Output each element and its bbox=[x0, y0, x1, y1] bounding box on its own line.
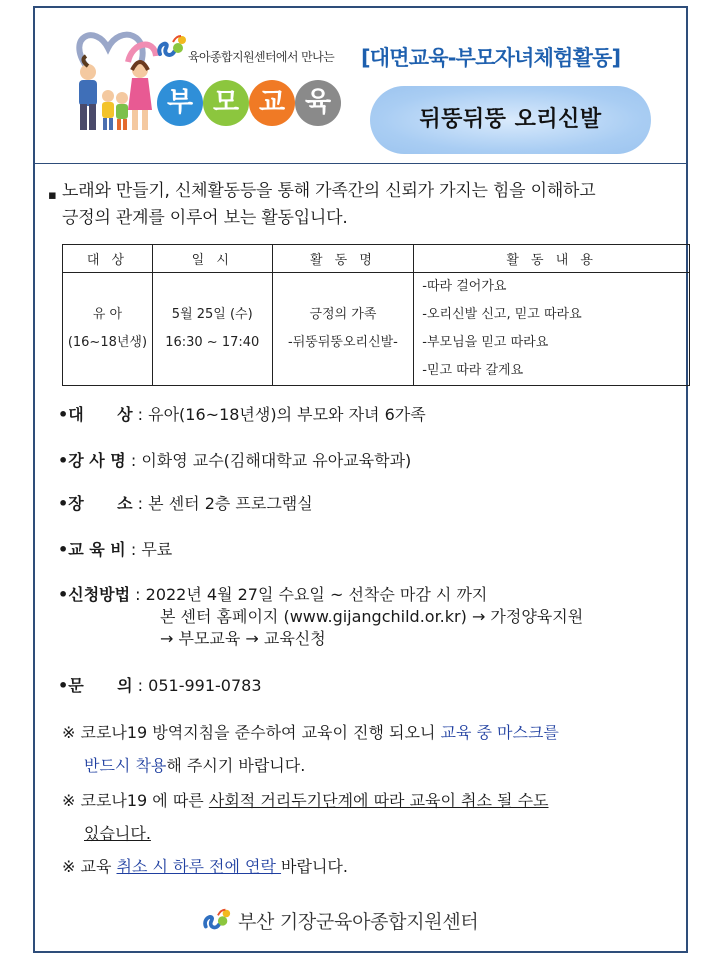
info-place: •장 소 : 본 센터 2층 프로그램실 bbox=[58, 491, 313, 514]
info-label: 강 사 명 bbox=[68, 451, 126, 470]
bullet-square: ▪ bbox=[48, 188, 57, 203]
center-logo-mark-icon bbox=[202, 907, 232, 933]
note-text: 바랍니다. bbox=[281, 857, 348, 876]
activity-name-line: -뒤뚱뒤뚱오리신발- bbox=[288, 335, 398, 350]
note-distancing bbox=[62, 784, 549, 850]
activity-content-line: -오리신발 신고, 믿고 따라요 bbox=[422, 307, 582, 322]
info-label: 장 소 bbox=[68, 494, 133, 513]
info-apply: •신청방법 : 2022년 4월 27일 수요일 ~ 선착순 마감 시 까지 본 센터 홈페이지 (www.gijangchild.or.kr) → 가정양육지원 → 부모교육 → 교육신청 bbox=[58, 582, 487, 652]
note-mask bbox=[62, 716, 559, 782]
table-header-row bbox=[63, 245, 690, 273]
activity-content-line: -따라 걸어가요 bbox=[422, 279, 507, 294]
info-label: 대 상 bbox=[68, 405, 133, 424]
program-type-tag: [대면교육-부모자녀체험활동] bbox=[361, 46, 621, 70]
activity-name-line: 긍정의 가족 bbox=[309, 307, 377, 322]
info-fee: •교 육 비 : 무료 bbox=[58, 537, 172, 560]
table-header-cell: 활 동 명 bbox=[272, 245, 414, 273]
info-value-cont: → 부모교육 → 교육신청 bbox=[160, 629, 326, 648]
program-title: 뒤뚱뒤뚱 오리신발 bbox=[419, 107, 602, 132]
note-highlight: 교육 중 마스크를 bbox=[440, 723, 559, 742]
note-text: ※ 코로나19 에 따른 bbox=[62, 791, 209, 810]
note-underline: 사회적 거리두기단계에 따라 교육이 취소 될 수도 bbox=[208, 791, 549, 810]
info-target: •대 상 : 유아(16~18년생)의 부모와 자녀 6가족 bbox=[58, 402, 426, 425]
note-highlight: 취소 시 하루 전에 연락 bbox=[116, 857, 282, 876]
activity-name-cell bbox=[272, 273, 414, 386]
activity-content-line: -믿고 따라 갈게요 bbox=[422, 363, 524, 378]
info-value: : 2022년 4월 27일 수요일 ~ 선착순 마감 시 까지 bbox=[135, 585, 488, 604]
footer-org-name: 부산 기장군육아종합지원센터 bbox=[238, 911, 479, 933]
target-line: (16~18년생) bbox=[67, 335, 148, 350]
activity-content-cell bbox=[414, 273, 690, 386]
activity-content-line: -부모님을 믿고 따라요 bbox=[422, 335, 549, 350]
schedule-table bbox=[62, 244, 690, 386]
program-title-pill bbox=[370, 86, 651, 154]
brand-circle-2: 모 bbox=[203, 80, 249, 126]
info-label: 신청방법 bbox=[68, 585, 131, 604]
info-label: 교 육 비 bbox=[68, 540, 126, 559]
brand-circle-1: 부 bbox=[157, 80, 203, 126]
table-header-cell: 활 동 내 용 bbox=[414, 245, 690, 273]
info-value: : 이화영 교수(김해대학교 유아교육학과) bbox=[130, 451, 412, 470]
note-text: ※ 교육 bbox=[62, 857, 117, 876]
target-cell bbox=[63, 273, 153, 386]
center-logo-mark-icon bbox=[156, 34, 188, 60]
brand-circle-3: 교 bbox=[249, 80, 295, 126]
datetime-line: 16:30 ~ 17:40 bbox=[165, 335, 260, 350]
note-text: ※ 코로나19 방역지침을 준수하여 교육이 진행 되오니 bbox=[62, 723, 441, 742]
note-text: 해 주시기 바랍니다. bbox=[166, 756, 306, 775]
info-label: 문 의 bbox=[68, 676, 133, 695]
info-instructor: •강 사 명 : 이화영 교수(김해대학교 유아교육학과) bbox=[58, 448, 411, 471]
header-divider bbox=[35, 163, 686, 164]
target-line: 유 아 bbox=[92, 307, 123, 322]
intro-paragraph bbox=[48, 178, 688, 232]
note-underline: 있습니다. bbox=[84, 824, 151, 843]
table-row bbox=[63, 273, 690, 386]
table-header-cell: 일 시 bbox=[152, 245, 272, 273]
info-value: : 본 센터 2층 프로그램실 bbox=[137, 494, 313, 513]
intro-line-2: 긍정의 관계를 이루어 보는 활동입니다. bbox=[62, 208, 348, 228]
info-value: : 051-991-0783 bbox=[137, 676, 262, 695]
info-value: : 무료 bbox=[130, 540, 173, 559]
family-illustration-icon bbox=[66, 26, 162, 136]
brand-subtitle: 육아종합지원센터에서 만나는 bbox=[188, 50, 335, 64]
brand-circle-4: 육 bbox=[295, 80, 341, 126]
table-header-cell: 대 상 bbox=[63, 245, 153, 273]
info-contact: •문 의 : 051-991-0783 bbox=[58, 673, 262, 696]
info-value: : 유아(16~18년생)의 부모와 자녀 6가족 bbox=[137, 405, 426, 424]
note-cancel bbox=[62, 850, 348, 883]
note-highlight: 반드시 착용 bbox=[84, 756, 167, 775]
intro-line-1: 노래와 만들기, 신체활동등을 통해 가족간의 신뢰가 가지는 힘을 이해하고 bbox=[62, 181, 596, 201]
datetime-line: 5월 25일 (수) bbox=[171, 307, 253, 322]
info-value-cont: 본 센터 홈페이지 (www.gijangchild.or.kr) → 가정양육지원 bbox=[160, 607, 584, 626]
datetime-cell bbox=[152, 273, 272, 386]
